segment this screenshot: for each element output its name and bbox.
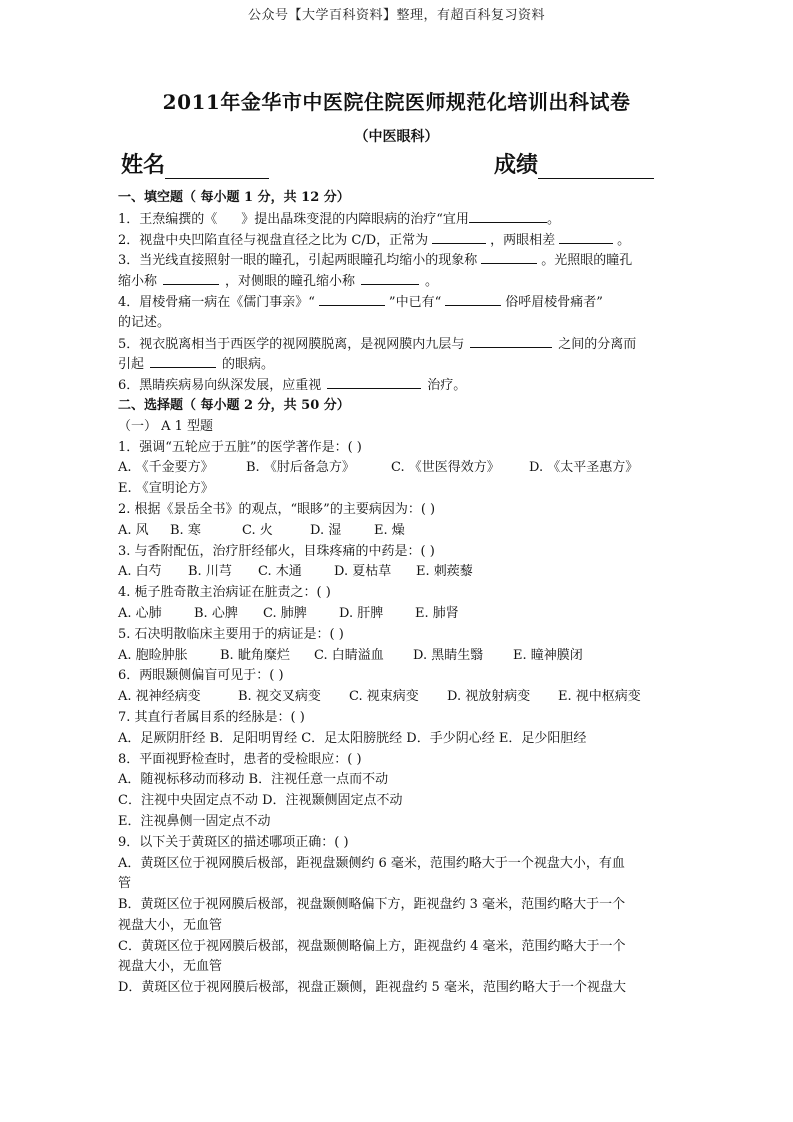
option[interactable]: E. 燥	[374, 522, 405, 538]
mc-question-7-stem: 7. 其直行者属目系的经脉是：( )	[118, 709, 305, 725]
page-subtitle: （中医眼科）	[354, 129, 439, 145]
option[interactable]: C. 白睛溢血	[314, 647, 384, 663]
option[interactable]: C. 火	[242, 522, 273, 538]
fill-question-3: 3．当光线直接照射一眼的瞳孔，引起两眼瞳孔均缩小的现象称 。光照眼的瞳孔	[118, 250, 678, 271]
answer-blank[interactable]	[470, 334, 552, 348]
option[interactable]: C. 视束病变	[349, 689, 419, 705]
fill-question-5-cont: 引起 的眼病。	[118, 354, 678, 375]
option[interactable]: E. 肺肾	[415, 605, 459, 621]
mc-question-9-option-a-cont[interactable]: 管	[118, 876, 132, 892]
option[interactable]: B. 心脾	[194, 605, 238, 621]
option[interactable]: B. 川芎	[188, 564, 232, 580]
answer-blank[interactable]	[559, 230, 613, 244]
answer-blank[interactable]	[163, 271, 219, 285]
option[interactable]: B. 眦角糜烂	[220, 647, 290, 663]
option[interactable]: E. 视中枢病变	[558, 689, 641, 705]
option[interactable]: A. 风	[118, 522, 149, 538]
mc-question-9-option-c-cont[interactable]: 视盘大小，无血管	[118, 959, 223, 975]
mc-question-8-options-1[interactable]: A．随视标移动而移动 B．注视任意一点而不动	[118, 772, 389, 788]
option[interactable]: E. 瞳神膜闭	[513, 647, 583, 663]
mc-question-6-stem: 6．两眼颞侧偏盲可见于：( )	[118, 668, 284, 684]
option[interactable]: C. 木通	[258, 564, 302, 580]
mc-question-4-stem: 4. 栀子胜奇散主治病证在脏责之：( )	[118, 585, 331, 601]
question-type-label: （一） A 1 型题	[118, 418, 214, 434]
mc-question-6-options	[118, 687, 678, 708]
score-input-line[interactable]	[538, 156, 654, 179]
answer-blank[interactable]	[469, 209, 547, 223]
mc-question-1-option-e[interactable]: E. 《宣明论方》	[118, 481, 214, 497]
option[interactable]: A. 《千金要方》	[118, 460, 214, 476]
mc-question-9-option-c[interactable]: C．黄斑区位于视网膜后极部，视盘颞侧略偏上方，距视盘约 4 毫米，范围约略大于一个	[118, 938, 626, 954]
option[interactable]: B. 寒	[170, 522, 201, 538]
option[interactable]: C. 肺脾	[263, 605, 307, 621]
mc-question-8-options-3[interactable]: E．注视鼻侧一固定点不动	[118, 813, 271, 829]
fill-question-2: 2．视盘中央凹陷直径与视盘直径之比为 C/D，正常为 ，两眼相差 。	[118, 230, 678, 251]
mc-question-7-options[interactable]: A．足厥阴肝经 B．足阳明胃经 C．足太阳膀胱经 D．手少阴心经 E．足少阳胆经	[118, 730, 587, 746]
fill-question-5: 5．视衣脱离相当于西医学的视网膜脱离，是视网膜内九层与 之间的分离而	[118, 334, 678, 355]
mc-question-2-stem: 2. 根据《景岳全书》的观点，“眼眵”的主要病因为：( )	[118, 501, 436, 517]
exam-content	[118, 188, 678, 999]
option[interactable]: A. 视神经病变	[118, 689, 201, 705]
option[interactable]: B. 《肘后备急方》	[246, 460, 355, 476]
mc-question-5-stem: 5. 石决明散临床主要用于的病证是：( )	[118, 626, 344, 642]
answer-blank[interactable]	[361, 271, 419, 285]
answer-blank[interactable]	[150, 354, 216, 368]
option[interactable]: C. 《世医得效方》	[391, 460, 500, 476]
mc-question-8-stem: 8．平面视野检查时，患者的受检眼应：( )	[118, 751, 362, 767]
mc-question-1-stem: 1．强调“五轮应于五脏”的医学著作是：( )	[118, 439, 362, 455]
option[interactable]: A. 胞睑肿胀	[118, 647, 188, 663]
score-field[interactable]	[494, 148, 654, 179]
option[interactable]: D. 视放射病变	[447, 689, 531, 705]
answer-blank[interactable]	[319, 292, 385, 306]
fill-question-4-cont: 的记述。	[118, 314, 171, 330]
mc-question-5-options	[118, 646, 678, 667]
mc-question-2-options	[118, 521, 678, 542]
score-label: 成绩	[494, 152, 539, 178]
mc-question-1-options	[118, 458, 678, 479]
fill-question-1: 1．王焘编撰的《 》提出晶珠变混的内障眼病的治疗“宜用 。	[118, 209, 678, 230]
option[interactable]: D. 湿	[310, 522, 342, 538]
mc-question-4-options	[118, 604, 678, 625]
option[interactable]: D. 肝脾	[339, 605, 384, 621]
name-input-line[interactable]	[165, 156, 269, 179]
watermark-text: 公众号【大学百科资料】整理，有超百科复习资料	[247, 8, 545, 23]
option[interactable]: E. 刺蒺藜	[416, 564, 473, 580]
section2-heading: 二、选择题（ 每小题 2 分，共 50 分）	[118, 397, 350, 413]
answer-blank[interactable]	[445, 292, 501, 306]
fill-question-4: 4．眉棱骨痛一病在《儒门事亲》“ ”中已有“ 俗呼眉棱骨痛者”	[118, 292, 678, 313]
option[interactable]: A. 白芍	[118, 564, 162, 580]
fill-question-6: 6．黑睛疾病易向纵深发展，应重视 治疗。	[118, 375, 678, 396]
mc-question-9-option-b-cont[interactable]: 视盘大小，无血管	[118, 917, 223, 933]
answer-blank[interactable]	[432, 230, 486, 244]
mc-question-9-option-b[interactable]: B．黄斑区位于视网膜后极部，视盘颞侧略偏下方，距视盘约 3 毫米，范围约略大于一个	[118, 897, 626, 913]
mc-question-3-stem: 3. 与香附配伍，治疗肝经郁火，目珠疼痛的中药是：( )	[118, 543, 435, 559]
mc-question-3-options	[118, 562, 678, 583]
option[interactable]: D. 《太平圣惠方》	[529, 460, 639, 476]
mc-question-9-option-d[interactable]: D．黄斑区位于视网膜后极部，视盘正颞侧，距视盘约 5 毫米，范围约略大于一个视盘大	[118, 980, 626, 996]
mc-question-8-options-2[interactable]: C．注视中央固定点不动 D．注视颞侧固定点不动	[118, 793, 403, 809]
answer-blank[interactable]	[327, 375, 421, 389]
name-field[interactable]	[121, 148, 269, 179]
option[interactable]: D. 黑睛生翳	[413, 647, 484, 663]
answer-blank[interactable]	[481, 250, 537, 264]
section1-heading: 一、填空题（ 每小题 1 分，共 12 分）	[118, 190, 350, 205]
page-title: 2011年金华市中医院住院医师规范化培训出科试卷	[162, 90, 631, 114]
mc-question-9-option-a[interactable]: A．黄斑区位于视网膜后极部，距视盘颞侧约 6 毫米，范围约略大于一个视盘大小，有血	[118, 855, 625, 871]
mc-question-9-stem: 9．以下关于黄斑区的描述哪项正确：( )	[118, 834, 349, 850]
option[interactable]: B. 视交叉病变	[238, 689, 321, 705]
fill-question-3-cont: 缩小称 ，对侧眼的瞳孔缩小称 。	[118, 271, 678, 292]
option[interactable]: D. 夏枯草	[334, 564, 392, 580]
option[interactable]: A. 心肺	[118, 605, 162, 621]
name-label: 姓名	[121, 152, 166, 178]
